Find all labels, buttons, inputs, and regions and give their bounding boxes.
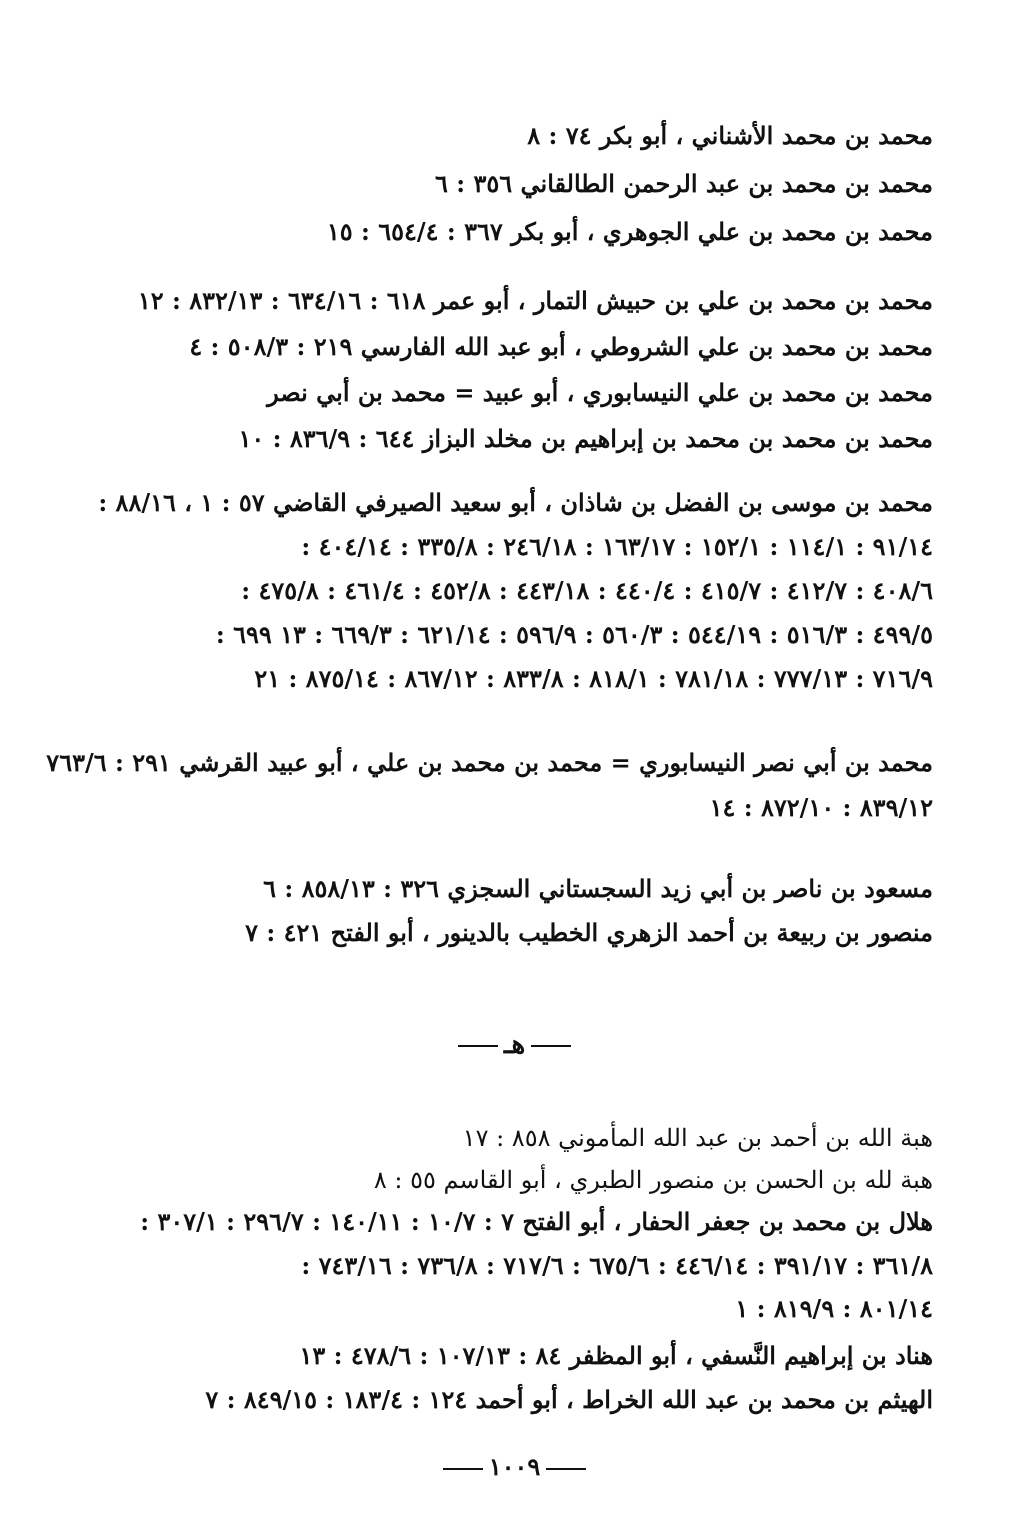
- index-entry-continuation: ٨٣٩/١٢ : ٨٧٢/١٠ : ١٤: [709, 793, 933, 822]
- index-entry: هبة لله بن الحسن بن منصور الطبري ، أبو القاسم ٥٥ : ٨: [373, 1166, 933, 1194]
- page-number-rule: [546, 1468, 586, 1470]
- index-entry: هبة الله بن أحمد بن عبد الله المأموني ٨٥٨ : ١٧: [462, 1124, 933, 1152]
- index-entry-continuation: ٨٠١/١٤ : ٨١٩/٩ : ١: [735, 1294, 933, 1323]
- index-entry-continuation: ٣٦١/٨ : ٣٩١/١٧ : ٤٤٦/١٤ : ٦٧٥/٦ : ٧١٧/٦ : ٧٣٦/٨ : ٧٤٣/١٦ :: [301, 1251, 933, 1280]
- page-number-rule: [443, 1468, 483, 1470]
- page-number: [0, 1452, 1029, 1481]
- section-letter: هـ: [503, 1030, 526, 1060]
- index-entry: محمد بن محمد بن محمد بن إبراهيم بن مخلد البزاز ٦٤٤ : ٨٣٦/٩ : ١٠: [238, 424, 933, 453]
- page-number-text: ١٠٠٩: [488, 1452, 541, 1481]
- index-entry: هلال بن محمد بن جعفر الحفار ، أبو الفتح ٧ : ١٠/٧ : ١٤٠/١١ : ٢٩٦/٧ : ٣٠٧/١ :: [140, 1207, 933, 1236]
- heading-rule: [531, 1045, 571, 1047]
- index-entry: منصور بن ربيعة بن أحمد الزهري الخطيب بالدينور ، أبو الفتح ٤٢١ : ٧: [245, 918, 933, 947]
- index-entry: محمد بن أبي نصر النيسابوري = محمد بن محمد بن علي ، أبو عبيد القرشي ٢٩١ : ٧٦٣/٦: [46, 748, 933, 777]
- index-entry: محمد بن محمد بن علي الجوهري ، أبو بكر ٣٦٧ : ٦٥٤/٤ : ١٥: [326, 217, 933, 246]
- heading-rule: [458, 1045, 498, 1047]
- index-entry: محمد بن محمد بن علي الشروطي ، أبو عبد الله الفارسي ٢١٩ : ٥٠٨/٣ : ٤: [189, 332, 933, 361]
- index-entry: الهيثم بن محمد بن عبد الله الخراط ، أبو أحمد ١٢٤ : ١٨٣/٤ : ٨٤٩/١٥ : ٧: [205, 1385, 933, 1414]
- index-entry: محمد بن محمد بن عبد الرحمن الطالقاني ٣٥٦ : ٦: [435, 169, 933, 198]
- index-entry-continuation: ٤٠٨/٦ : ٤١٢/٧ : ٤١٥/٧ : ٤٤٠/٤ : ٤٤٣/١٨ : ٤٥٢/٨ : ٤٦١/٤ : ٤٧٥/٨ :: [241, 576, 933, 605]
- index-entry-continuation: ٤٩٩/٥ : ٥١٦/٣ : ٥٤٤/١٩ : ٥٦٠/٣ : ٥٩٦/٩ : ٦٢١/١٤ : ٦٦٩/٣ : ١٣ ٦٩٩ :: [215, 620, 933, 649]
- index-entry: محمد بن موسى بن الفضل بن شاذان ، أبو سعيد الصيرفي القاضي ٥٧ : ١ ، ٨٨/١٦ :: [98, 488, 933, 517]
- index-entry-continuation: ٧١٦/٩ : ٧٧٧/١٣ : ٧٨١/١٨ : ٨١٨/١ : ٨٣٣/٨ : ٨٦٧/١٢ : ٨٧٥/١٤ : ٢١: [254, 664, 933, 693]
- index-entry: محمد بن محمد بن علي النيسابوري ، أبو عبيد = محمد بن أبي نصر: [267, 378, 933, 407]
- index-entry: محمد بن محمد بن علي بن حبيش التمار ، أبو عمر ٦١٨ : ٦٣٤/١٦ : ٨٣٢/١٣ : ١٢: [137, 286, 933, 315]
- section-heading: [0, 1030, 1029, 1060]
- index-entry: محمد بن محمد الأشناني ، أبو بكر ٧٤ : ٨: [527, 121, 933, 150]
- index-entry-continuation: ٩١/١٤ : ١١٤/١ : ١٥٢/١ : ١٦٣/١٧ : ٢٤٦/١٨ : ٣٣٥/٨ : ٤٠٤/١٤ :: [301, 532, 933, 561]
- index-entry: مسعود بن ناصر بن أبي زيد السجستاني السجزي ٣٢٦ : ٨٥٨/١٣ : ٦: [263, 874, 933, 903]
- index-entry: هناد بن إبراهيم النَّسفي ، أبو المظفر ٨٤ : ١٠٧/١٣ : ٤٧٨/٦ : ١٣: [299, 1341, 933, 1370]
